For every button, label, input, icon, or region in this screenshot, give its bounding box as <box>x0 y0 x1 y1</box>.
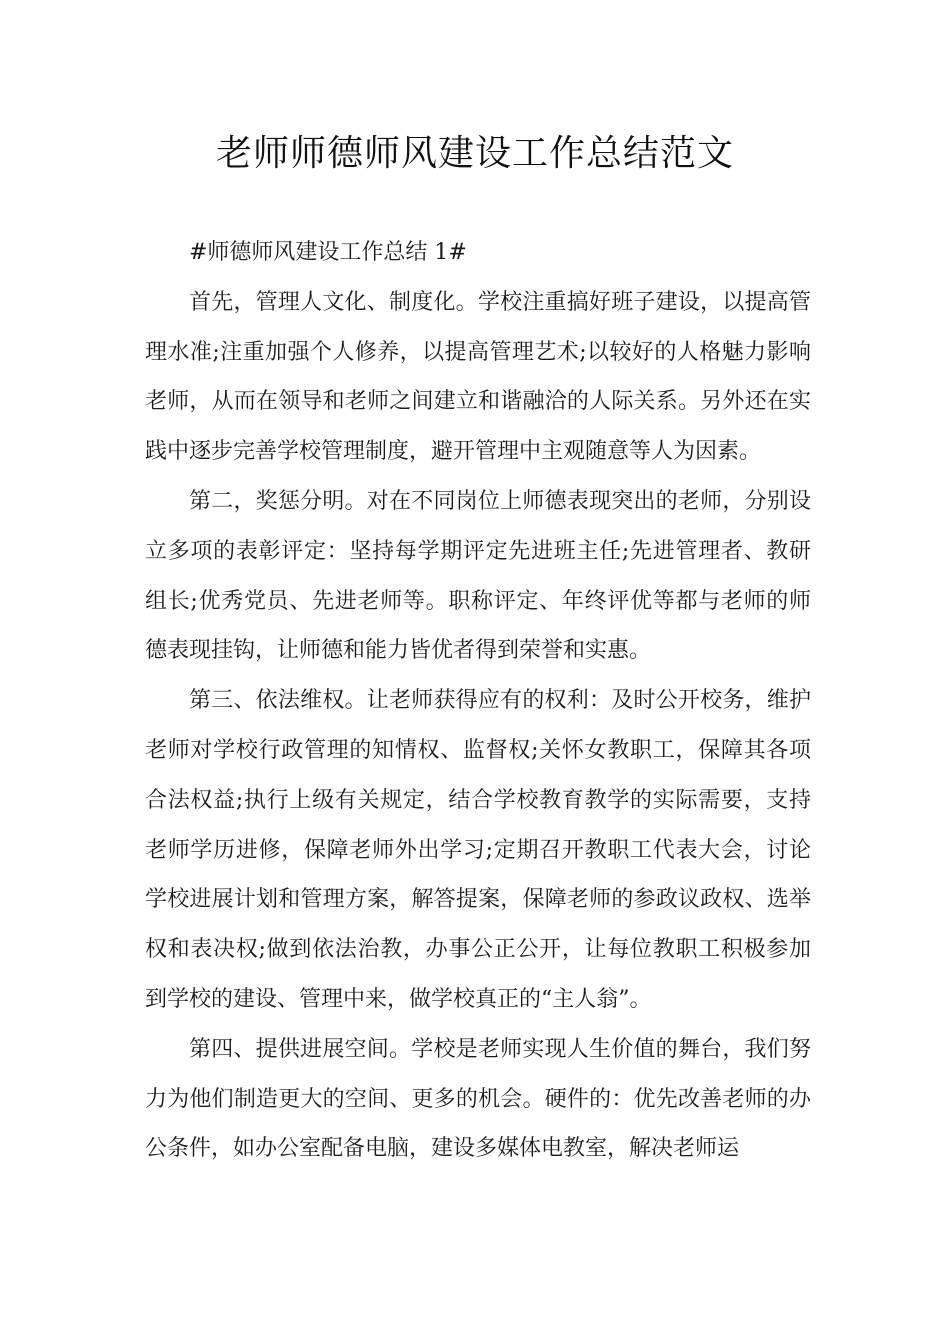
paragraph: 首先，管理人文化、制度化。学校注重搞好班子建设，以提高管理水准;注重加强个人修养，以提高管理艺术;以较好的人格魅力影响老师，从而在领导和老师之间建立和谐融洽的人际关系。另外还在实践中逐步完善学校管理制度，避开管理中主观随意等人为因素。 <box>145 289 811 465</box>
paragraph: 第四、提供进展空间。学校是老师实现人生价值的舞台，我们努力为他们制造更大的空间、更多的机会。硬件的：优先改善老师的办公条件，如办公室配备电脑，建设多媒体电教室，解决老师运 <box>145 1036 811 1162</box>
section-heading: #师德师风建设工作总结 1# <box>189 240 467 265</box>
document-title: 老师师德师风建设工作总结范文 <box>215 133 734 174</box>
document-body <box>145 228 811 1174</box>
paragraph: 第二，奖惩分明。对在不同岗位上师德表现突出的老师，分别设立多项的表彰评定：坚持每学期评定先进班主任;先进管理者、教研组长;优秀党员、先进老师等。职称评定、年终评优等都与老师的师德表现挂钩，让师德和能力皆优者得到荣誉和实惠。 <box>145 488 811 664</box>
paragraph: 第三、依法维权。让老师获得应有的权利：及时公开校务，维护老师对学校行政管理的知情权、监督权;关怀女教职工，保障其各项合法权益;执行上级有关规定，结合学校教育教学的实际需要，支持老师学历进修，保障老师外出学习;定期召开教职工代表大会，讨论学校进展计划和管理方案，解答提案，保障老师的参政议政权、选举权和表决权;做到依法治教，办事公正公开，让每位教职工积极参加到学校的建设、管理中来，做学校真正的“主人翁”。 <box>145 688 811 1012</box>
